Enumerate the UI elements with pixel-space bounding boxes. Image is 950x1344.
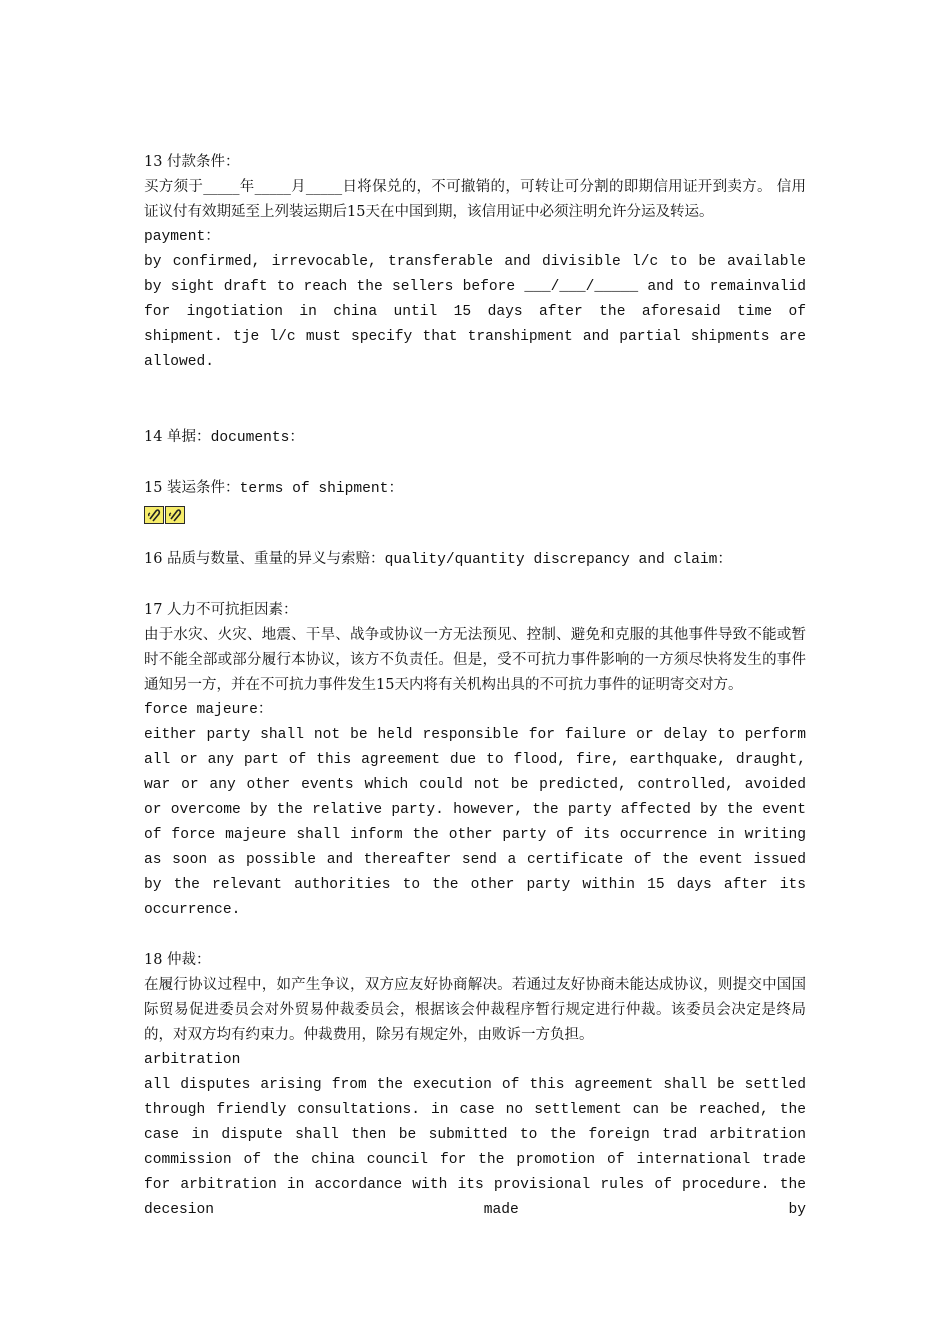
attachment-icon[interactable] (144, 506, 164, 524)
section-13-english-text: by confirmed, irrevocable, transferable and divisible l/c to be available by sight draft to reach the sellers before ___/___/_____ and to remainvalid for ingotiation in china until 15 days after the aforesaid time of shipment. tje l/c must specify that transhipment and partial shipments are allowed. (144, 254, 806, 370)
section-18-heading: 18 仲裁： (144, 952, 211, 968)
section-15-heading-en: terms of shipment： (239, 481, 404, 497)
section-13-payment (144, 150, 806, 375)
section-13-chinese-text: 买方须于_____年_____月_____日将保兑的，不可撤销的，可转让可分割的即期信用证开到卖方。 信用证议付有效期延至上列装运期后15天在中国到期，该信用证中必须注明允许分运及转运。 (144, 179, 806, 220)
section-18-english-label: arbitration (144, 1052, 241, 1068)
section-15-heading (144, 476, 806, 502)
spacer (144, 375, 806, 425)
section-17-force-majeure (144, 598, 806, 923)
spacer (144, 451, 806, 476)
spacer (144, 573, 806, 598)
section-17-heading: 17 人力不可抗拒因素： (144, 602, 298, 618)
section-18-english-text: all disputes arising from the execution of this agreement shall be settled through friendly consultations. in case no settlement can be reached, the case in dispute shall then be submitted to the foreign trad arbitration commission of the china council for the promotion of international trade for arbitration in accordance with its provisional rules of procedure. the decesion made by (144, 1077, 806, 1218)
attachment-icon[interactable] (165, 506, 185, 524)
section-13-english-label: payment： (144, 229, 220, 245)
attachment-icon-glyph (167, 508, 183, 522)
section-16-heading-zh: 16 品质与数量、重量的异义与索赔： (144, 551, 385, 567)
spacer (144, 923, 806, 948)
attachment-icon-glyph (146, 508, 162, 522)
document-page (144, 150, 806, 1223)
section-16-heading-en: quality/quantity discrepancy and claim： (384, 552, 732, 568)
section-13-heading: 13 付款条件： (144, 154, 240, 170)
section-14-heading-zh: 14 单据： (144, 429, 211, 445)
attachment-icons (144, 506, 806, 526)
section-15-heading-zh: 15 装运条件： (144, 480, 240, 496)
section-14-heading-en: documents： (210, 430, 304, 446)
section-14-heading (144, 425, 806, 451)
section-17-english-text: either party shall not be held responsible for failure or delay to perform all or any part of this agreement due to flood, fire, earthquake, draught, war or any other events which could not be predicted, controlled, avoided or overcome by the relative party. however, the party affected by the event of force majeure shall inform the other party of its occurrence in writing as soon as possible and thereafter send a certificate of the event issued by the relevant authorities to the other party within 15 days after its occurrence. (144, 727, 806, 918)
section-18-arbitration (144, 948, 806, 1223)
section-17-english-label: force majeure： (144, 702, 273, 718)
section-16-heading (144, 547, 806, 573)
section-17-chinese-text: 由于水灾、火灾、地震、干旱、战争或协议一方无法预见、控制、避免和克服的其他事件导致不能或暂时不能全部或部分履行本协议，该方不负责任。但是，受不可抗力事件影响的一方须尽快将发生的事件通知另一方，并在不可抗力事件发生15天内将有关机构出具的不可抗力事件的证明寄交对方。 (144, 627, 806, 693)
section-18-chinese-text: 在履行协议过程中，如产生争议，双方应友好协商解决。若通过友好协商未能达成协议，则提交中国国际贸易促进委员会对外贸易仲裁委员会，根据该会仲裁程序暂行规定进行仲裁。该委员会决定是终局的，对双方均有约束力。仲裁费用，除另有规定外，由败诉一方负担。 (144, 977, 806, 1043)
